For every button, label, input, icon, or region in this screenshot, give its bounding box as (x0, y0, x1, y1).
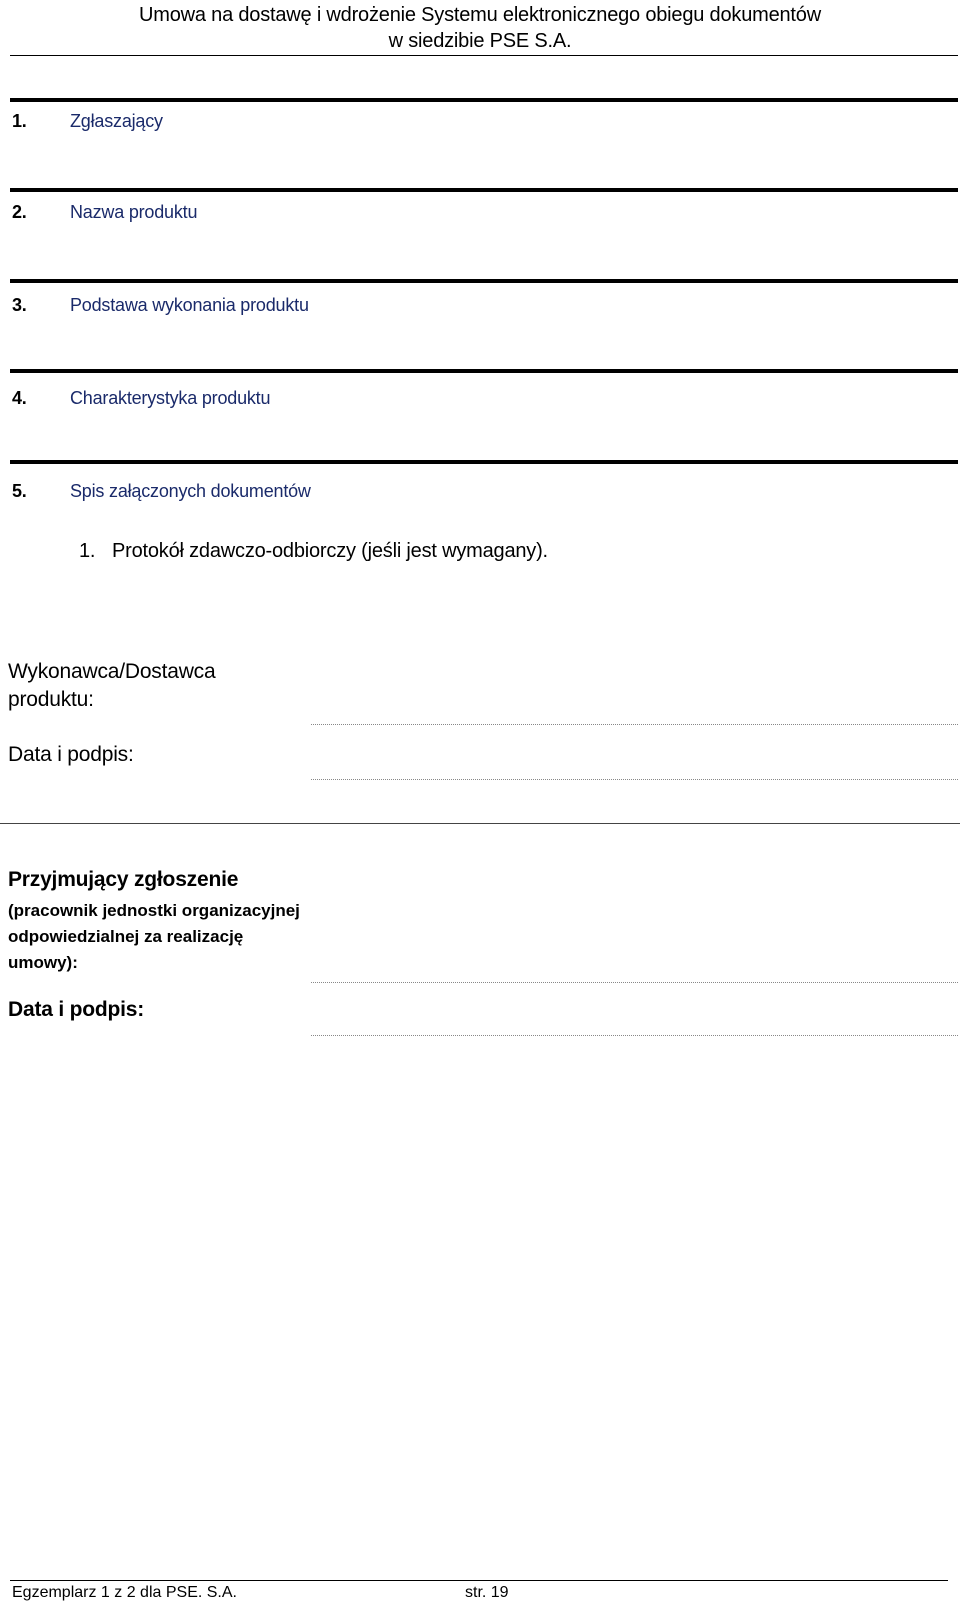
contractor-signature-line-1 (311, 724, 958, 725)
receiver-signature-line-1 (311, 982, 958, 983)
section-5-number: 5. (12, 481, 27, 501)
section-4-rule (10, 369, 958, 373)
document-header (0, 2, 960, 54)
section-4-number: 4. (12, 388, 27, 408)
footer-page-number: str. 19 (465, 1584, 509, 1601)
section-1 (12, 110, 163, 132)
section-1-title: Zgłaszający (70, 111, 163, 131)
receiver-description (8, 898, 300, 976)
section-5-rule (10, 460, 958, 464)
contractor-label-line-1: Wykonawca/Dostawca (8, 660, 216, 683)
receiver-signature-line-2 (311, 1035, 958, 1036)
section-3-rule (10, 279, 958, 283)
section-5-title: Spis załączonych dokumentów (70, 481, 311, 501)
header-divider (10, 55, 958, 56)
section-4-title: Charakterystyka produktu (70, 388, 271, 408)
header-line-2: w siedzibie PSE S.A. (388, 30, 572, 52)
section-2-title: Nazwa produktu (70, 202, 198, 222)
contractor-label-line-2: produktu: (8, 688, 94, 711)
contractor-label (8, 658, 215, 714)
receiver-title: Przyjmujący zgłoszenie (8, 868, 239, 891)
receiver-desc-line-2: odpowiedzialnej za realizację (8, 927, 244, 946)
section-1-rule (10, 98, 958, 102)
receiver-date-sign: Data i podpis: (8, 998, 145, 1021)
section-5 (12, 480, 311, 502)
contractor-date-sign: Data i podpis: (8, 743, 134, 766)
footer-divider (10, 1580, 948, 1581)
receiver-desc-line-3: umowy): (8, 953, 78, 972)
section-2 (12, 201, 197, 223)
section-1-number: 1. (12, 111, 27, 131)
contractor-signature-line-2 (311, 779, 958, 780)
attachment-text: Protokół zdawczo-odbiorczy (jeśli jest wymagany). (112, 540, 548, 562)
receiver-desc-line-1: (pracownik jednostki organizacyjnej (8, 901, 300, 920)
section-4 (12, 387, 270, 409)
section-2-rule (10, 188, 958, 192)
block-divider (0, 823, 960, 824)
header-line-1: Umowa na dostawę i wdrożenie Systemu elektronicznego obiegu dokumentów (139, 4, 821, 26)
section-3 (12, 294, 309, 316)
section-3-number: 3. (12, 295, 27, 315)
attachment-item (79, 538, 548, 564)
section-2-number: 2. (12, 202, 27, 222)
section-3-title: Podstawa wykonania produktu (70, 295, 309, 315)
footer-copy: Egzemplarz 1 z 2 dla PSE. S.A. (12, 1584, 237, 1601)
attachment-number: 1. (79, 540, 96, 562)
